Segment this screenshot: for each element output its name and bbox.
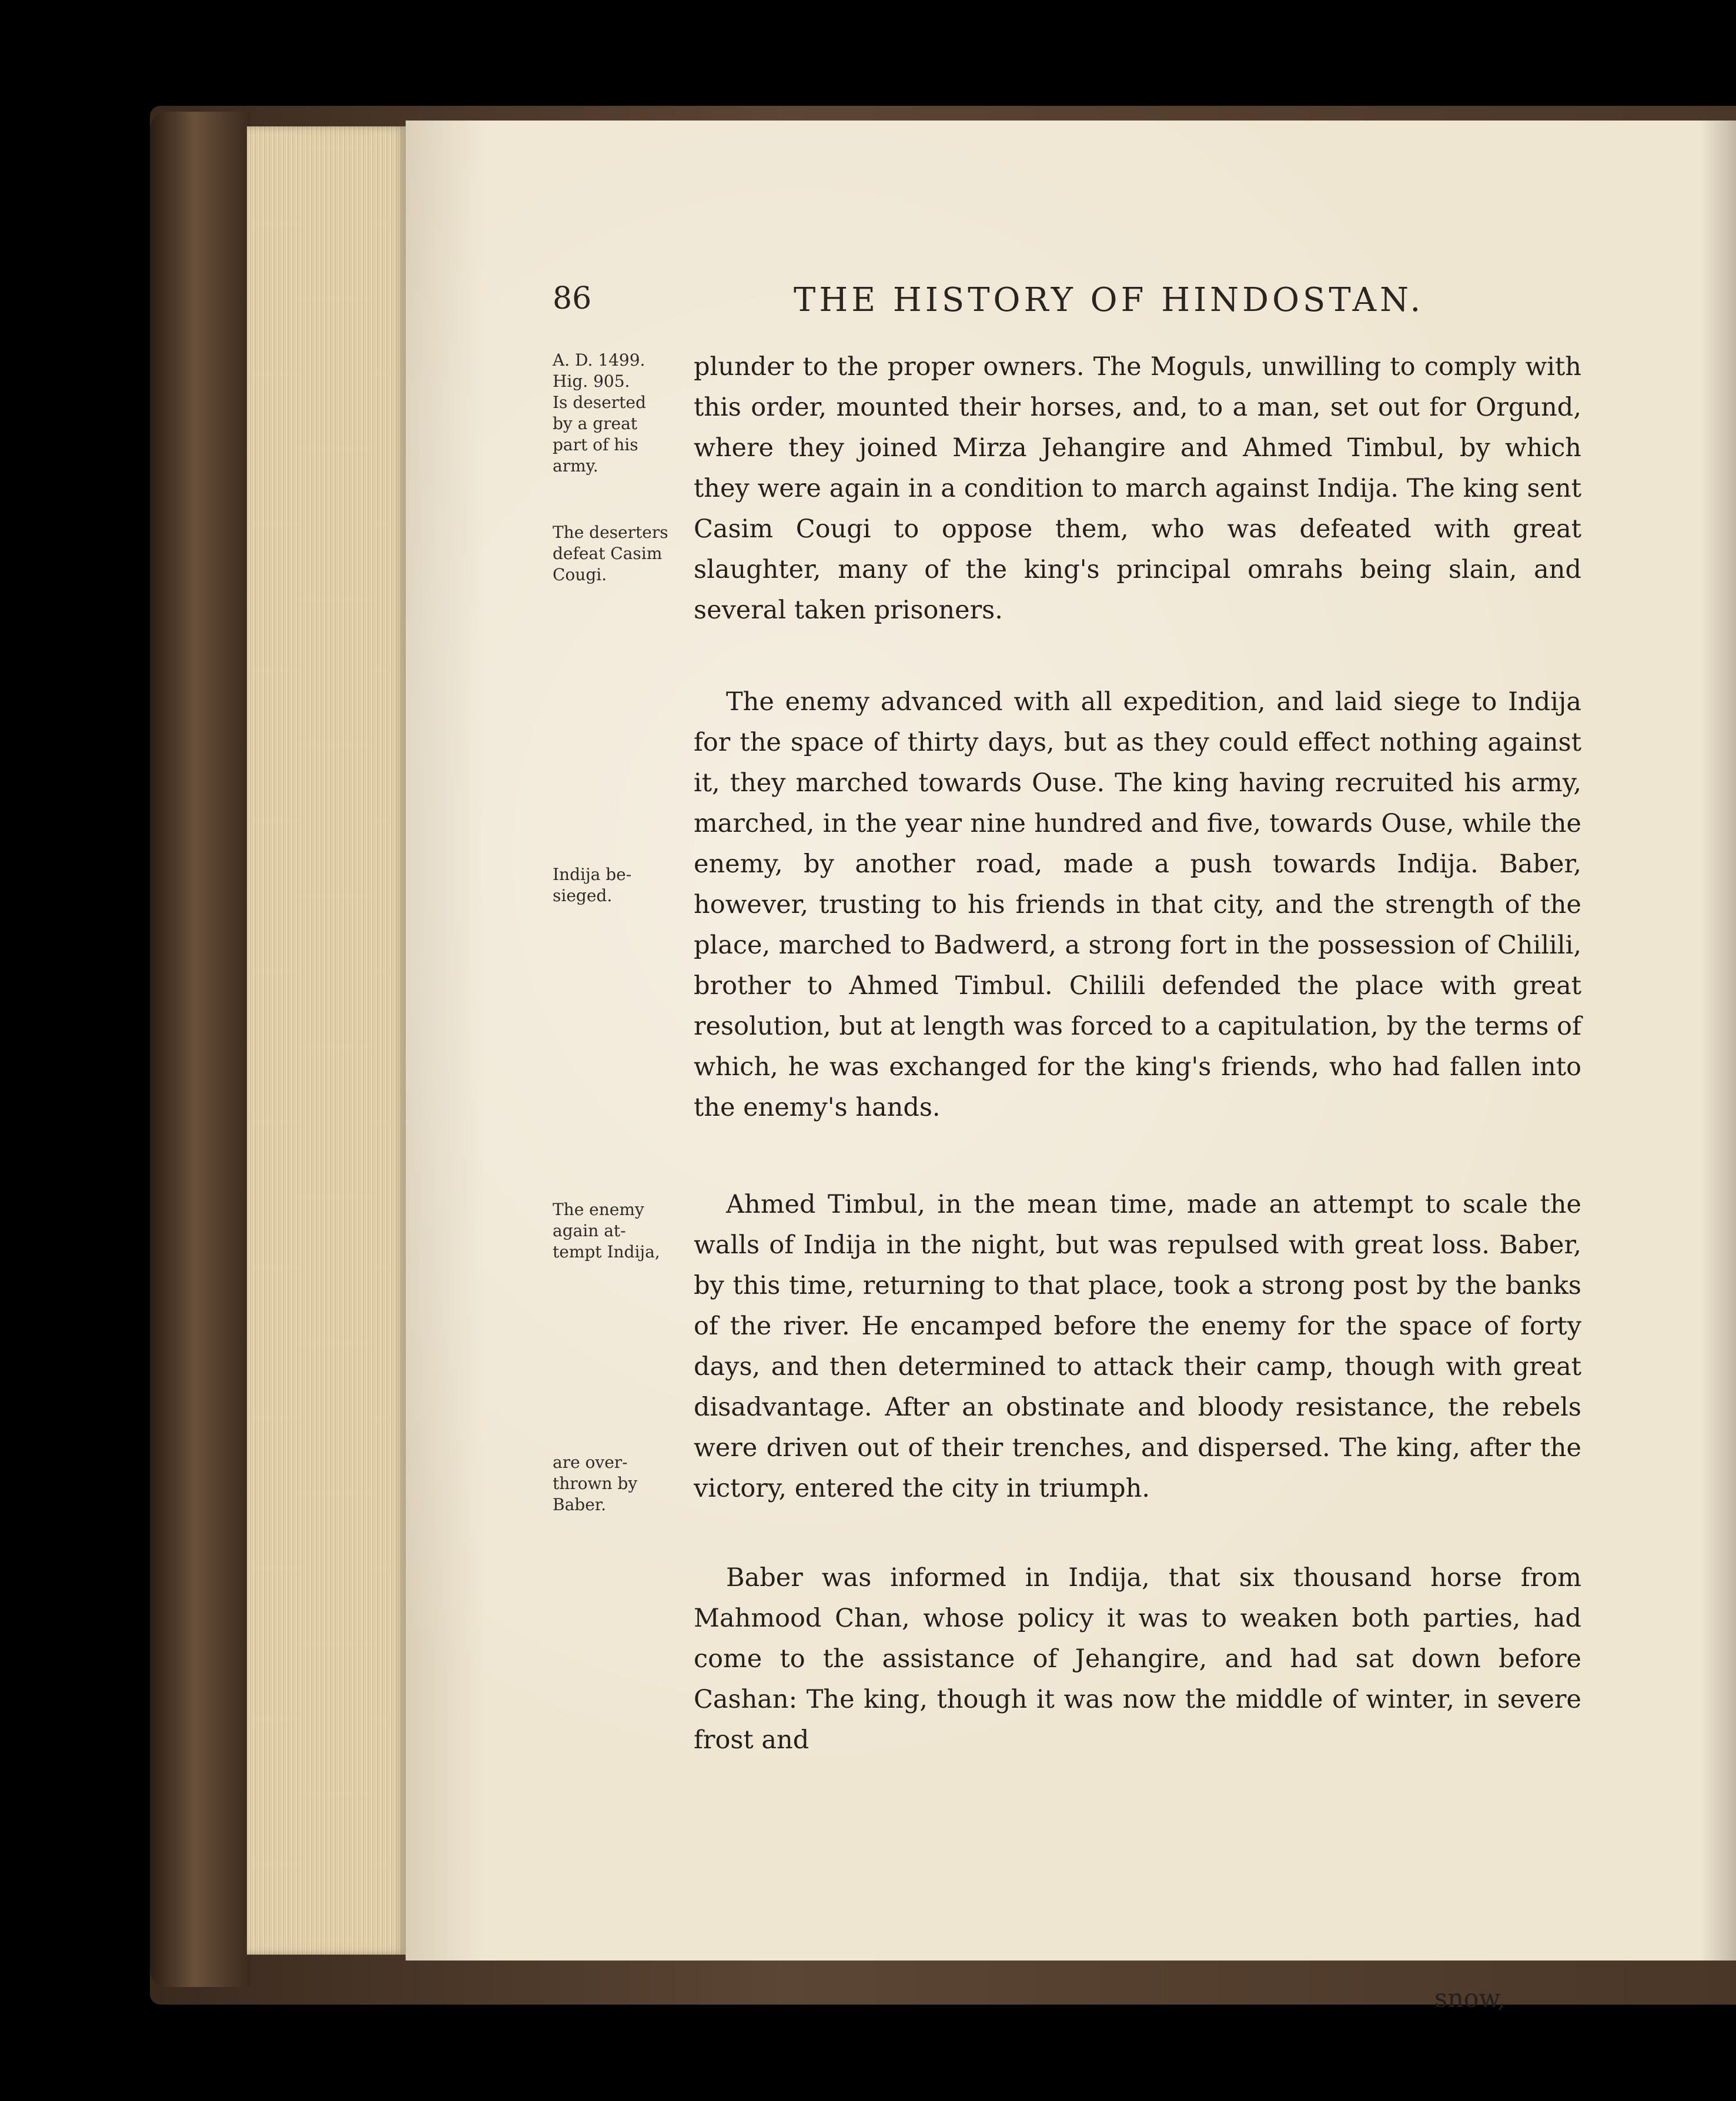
margin-note-deserted: A. D. 1499. Hig. 905. Is deserted by a great part of his army. <box>553 350 646 476</box>
page-header <box>553 276 1587 329</box>
paragraph-3: Ahmed Timbul, in the mean time, made an attempt to scale the walls of Indija in the night, but was repulsed with great loss. Baber, by this time, returning to that place, took a strong post by the banks of the river. He encamped before the enemy for the space of forty days, and then determined to attack their camp, though with great disadvantage. After an obstinate and bloody resistance, the rebels were driven out of their trenches, and dispersed. The king, after the victory, entered the city in triumph. <box>694 1190 1581 1503</box>
page-edges <box>247 126 406 1955</box>
margin-note-deserters: The deserters defeat Casim Cougi. <box>553 523 668 584</box>
book-spine <box>150 112 250 1987</box>
running-title: THE HISTORY OF HINDOSTAN. <box>794 281 1424 319</box>
margin-note-enemy-again: The enemy again at- tempt Indija, <box>553 1200 660 1262</box>
page-number: 86 <box>553 281 592 316</box>
catchword: snow, <box>1434 1984 1506 2013</box>
paragraph-2: The enemy advanced with all expedition, and laid siege to Indija for the space of thirty days, but as they could effect nothing against it, they marched towards Ouse. The king having recruited his army, marched, in the year nine hundred and five, towards Ouse, while the enemy, by another road, made a push towards Indija. Baber, however, trusting to his friends in that city, and the strength of the place, marched to Badwerd, a strong fort in the possession of Chilili, brother to Ahmed Timbul. Chilili defended the place with great resolution, but at length was forced to a capitulation, by the terms of which, he was exchanged for the king's friends, who had fallen into the enemy's hands. <box>694 687 1581 1122</box>
paragraph-4: Baber was informed in Indija, that six thousand horse from Mahmood Chan, whose policy it was to weaken both parties, had come to the assistance of Jehangire, and had sat down before Cashan: The king, though it was now the middle of winter, in severe frost and <box>694 1563 1581 1755</box>
paragraph-1: plunder to the proper owners. The Moguls, unwilling to comply with this order, mounted their horses, and, to a man, set out for Orgund, where they joined Mirza Jehangire and Ahmed Timbul, by which they were again in a condition to march against Indija. The king sent Casim Cougi to oppose them, who was defeated with great slaughter, many of the king's principal omrahs being slain, and several taken prisoners. <box>694 352 1581 625</box>
page-gutter-shadow <box>1701 121 1736 1961</box>
margin-note-overthrown: are over- thrown by Baber. <box>553 1453 638 1514</box>
margin-note-indija-besieged: Indija be- sieged. <box>553 865 632 905</box>
